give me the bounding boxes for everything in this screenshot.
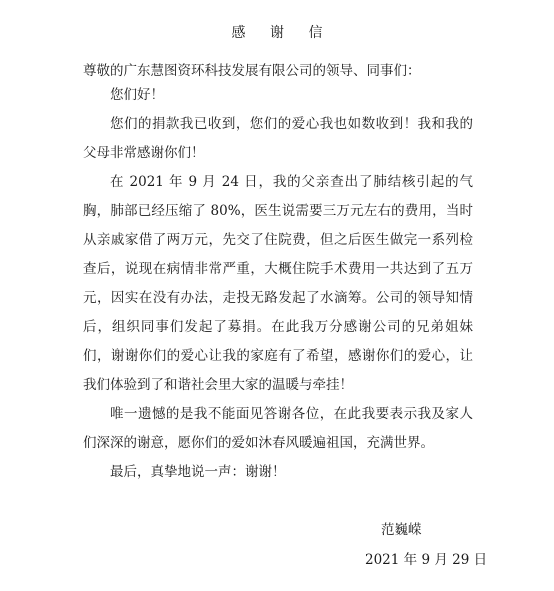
letter-date: 2021 年 9 月 29 日	[365, 552, 488, 568]
letter-body	[83, 81, 473, 487]
paragraph-greeting: 您们好！	[110, 87, 164, 103]
paragraph-regret: 唯一遗憾的是我不能面见答谢各位，在此我要表示我及家人们深深的谢意，愿你们的爱如沐春风暖遍祖国，充满世界。	[83, 406, 473, 451]
paragraph-thanks: 您们的捐款我已收到，您们的爱心我也如数收到！我和我的父母非常感谢你们！	[83, 116, 473, 161]
letter-title: 感 谢 信	[231, 25, 333, 41]
paragraph-closing: 最后，真挚地说一声：谢谢！	[110, 464, 286, 480]
paragraph-story: 在 2021 年 9 月 24 日，我的父亲查出了肺结核引起的气胸，肺部已经压缩了 80%，医生说需要三万元左右的费用，当时从亲戚家借了两万元，先交了住院费，但之后医生做完一系列检查后，说现在病情非常严重，大概住院手术费用一共达到了五万元，因实在没有办法，走投无路发起了水滴筹。公司的领导知情后，组织同事们发起了募捐。在此我万分感谢公司的兄弟姐妹们，谢谢你们的爱心让我的家庭有了希望，感谢你们的爱心，让我们体验到了和谐社会里大家的温暖与牵挂！	[83, 174, 473, 393]
letter-salutation: 尊敬的广东慧图资环科技发展有限公司的领导、同事们：	[83, 63, 421, 79]
letter-signature: 范巍嵘	[381, 522, 422, 538]
